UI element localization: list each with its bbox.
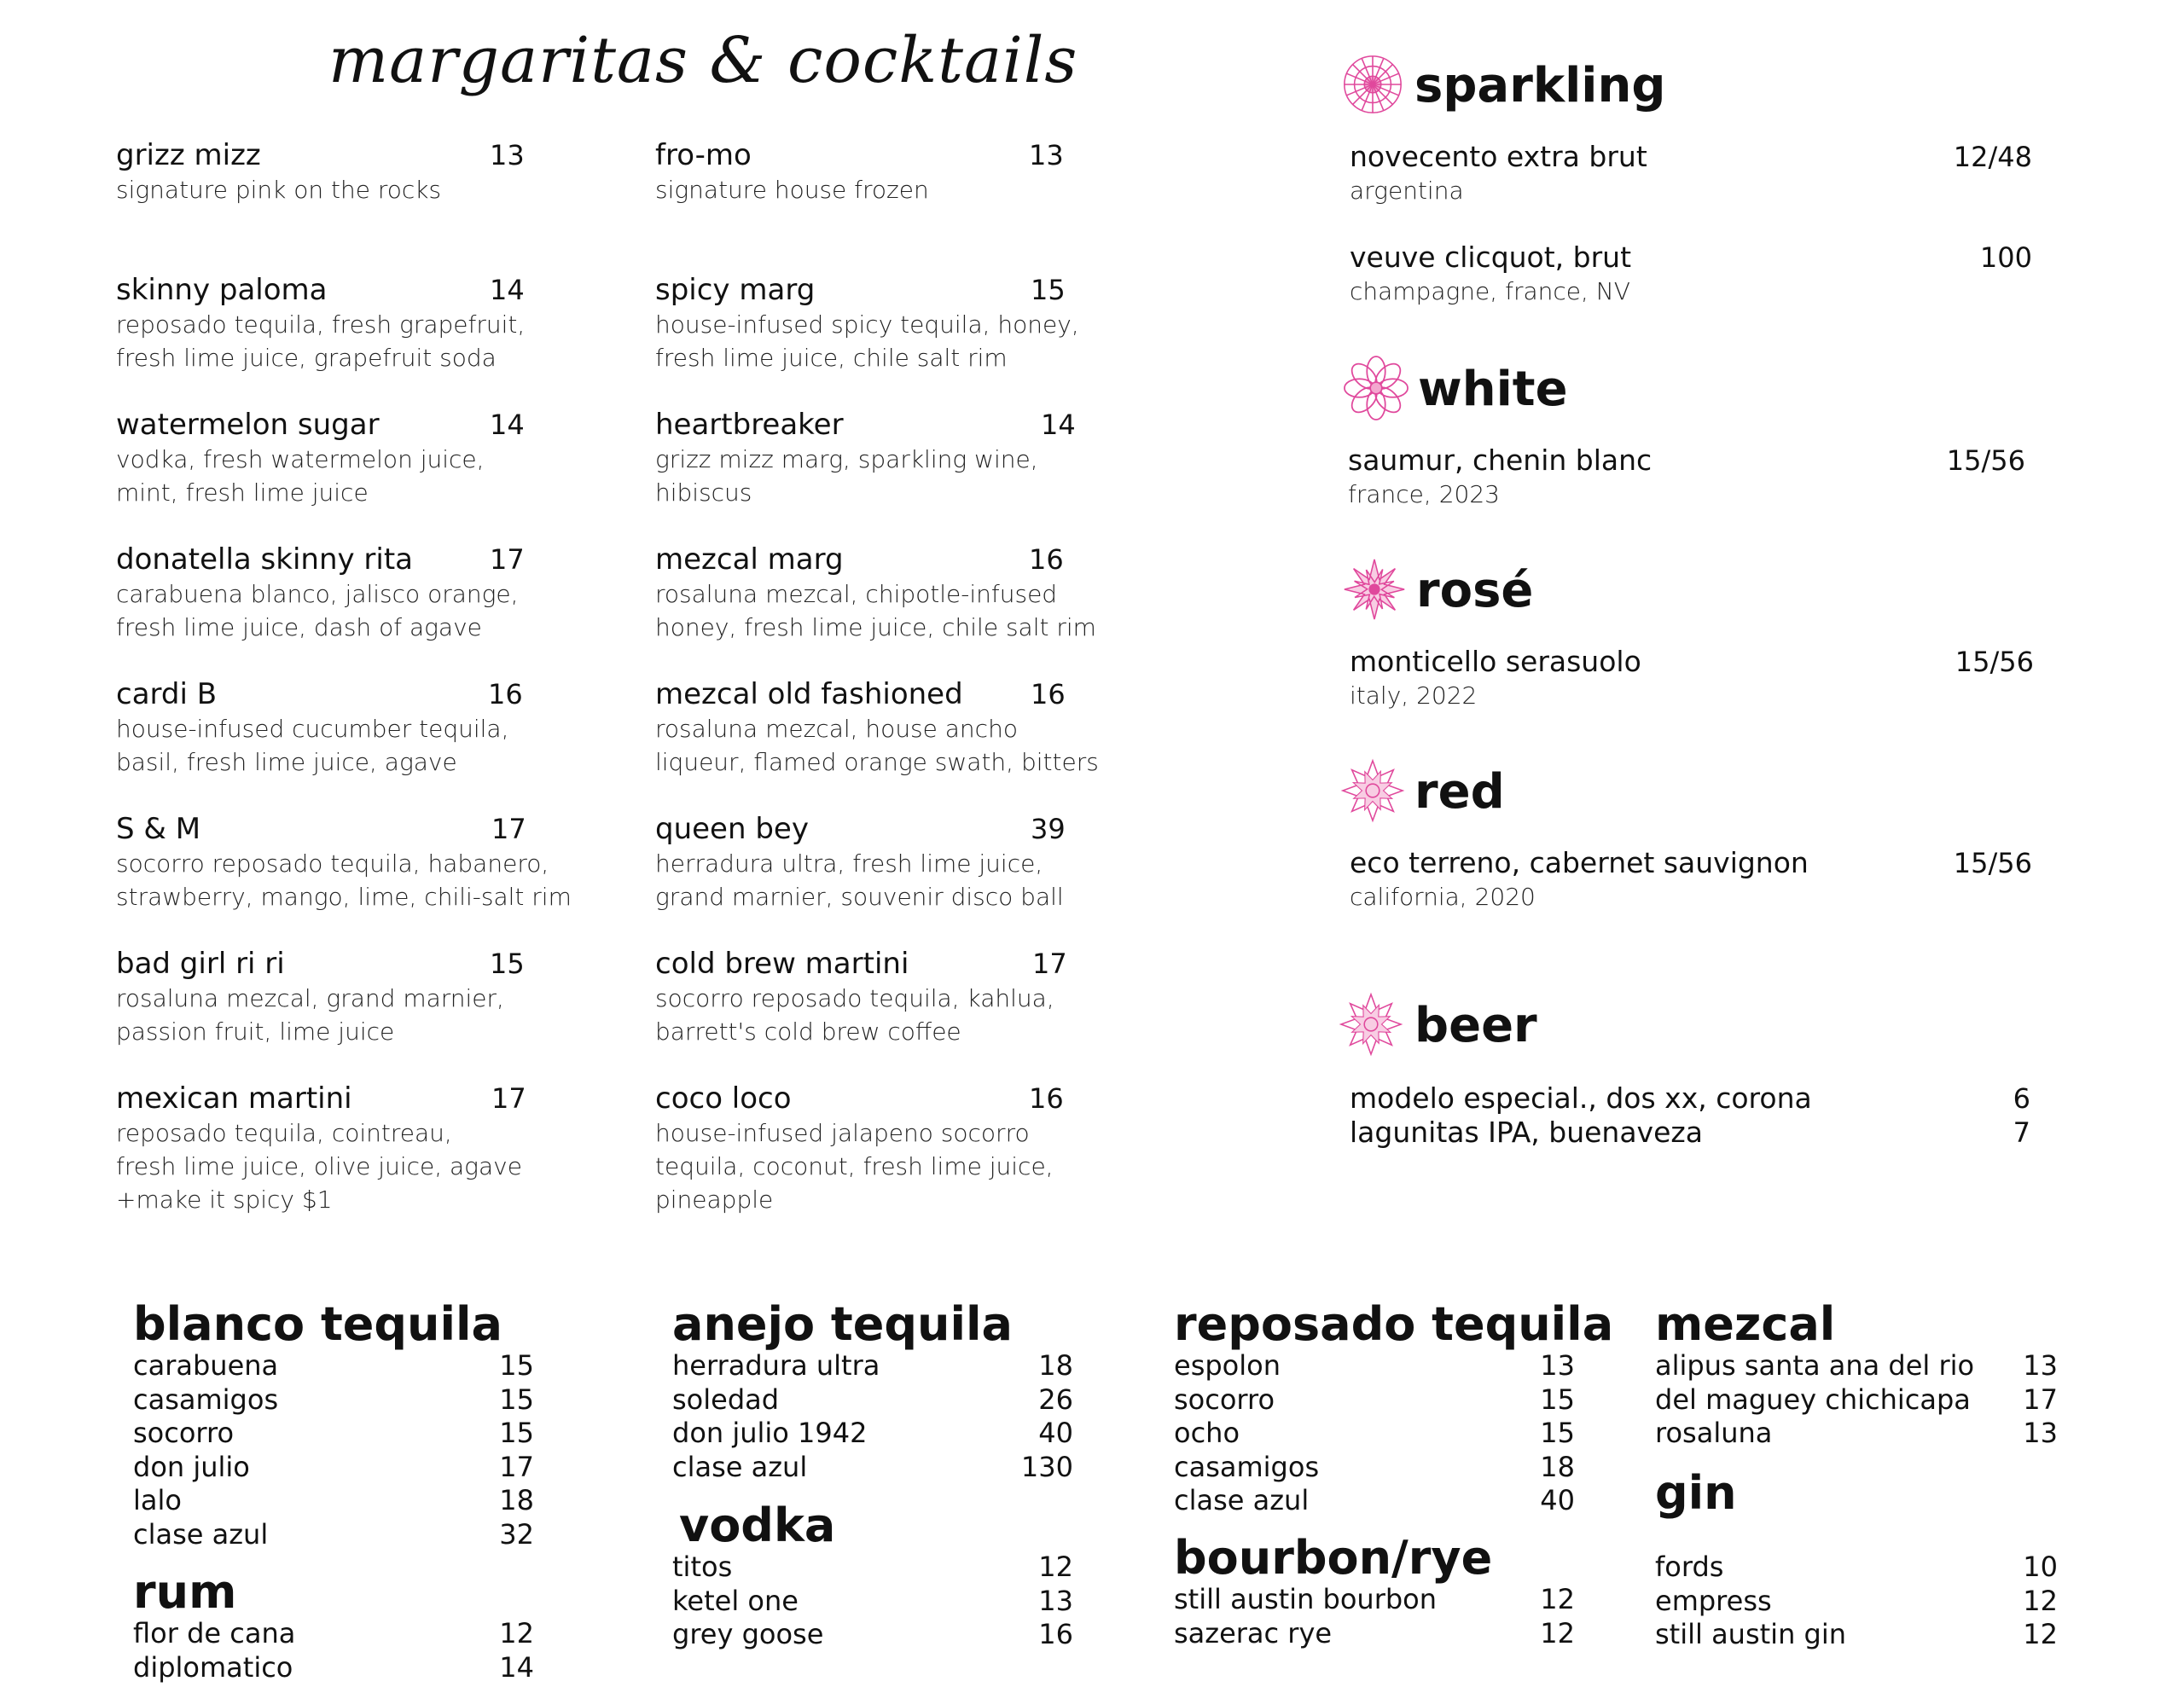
cocktail-description: liqueur, flamed orange swath, bitters <box>655 748 1099 776</box>
spirit-price: 12 <box>1540 1583 1575 1615</box>
wine-origin: champagne, france, NV <box>1350 277 1630 305</box>
wine-origin: california, 2020 <box>1350 883 1536 911</box>
spirit-row <box>1655 1585 2058 1619</box>
cocktail-description: socorro reposado tequila, habanero, <box>116 849 549 878</box>
red-title: red <box>1414 764 1505 820</box>
spirit-row <box>1174 1617 1575 1651</box>
cocktail-description: vodka, fresh watermelon juice, <box>116 445 485 473</box>
spirit-price: 13 <box>1038 1584 1073 1617</box>
cocktail-description: fresh lime juice, olive juice, agave <box>116 1152 522 1180</box>
spirit-name: alipus santa ana del rio <box>1655 1349 1975 1382</box>
cocktail-description: reposado tequila, fresh grapefruit, <box>116 310 526 339</box>
mezcal-list <box>1655 1349 2058 1451</box>
flower-icon <box>1343 355 1409 421</box>
wine-origin: italy, 2022 <box>1350 681 1478 710</box>
spirit-price: 15 <box>499 1349 534 1382</box>
cocktail-description: grand marnier, souvenir disco ball <box>655 883 1064 911</box>
spirit-name: fords <box>1655 1551 1724 1583</box>
cocktail-name: mezcal old fashioned <box>655 677 963 711</box>
spirit-row <box>1174 1417 1575 1451</box>
cocktail-item <box>116 408 645 542</box>
spirit-price: 18 <box>1038 1349 1073 1382</box>
cocktails-title: margaritas & cocktails <box>328 24 1078 97</box>
wine-origin: france, 2023 <box>1348 480 1500 508</box>
reposado-tequila-title: reposado tequila <box>1174 1297 1614 1351</box>
spirit-price: 15 <box>499 1383 534 1416</box>
spirit-price: 18 <box>499 1484 534 1517</box>
cocktail-price: 14 <box>490 409 525 441</box>
cocktail-description: tequila, coconut, fresh lime juice, <box>655 1152 1054 1180</box>
cocktail-name: grizz mizz <box>116 138 261 172</box>
spirit-price: 18 <box>1540 1450 1575 1483</box>
blanco-tequila-title: blanco tequila <box>133 1297 502 1351</box>
cocktail-item <box>655 947 1184 1081</box>
cocktail-name: watermelon sugar <box>116 408 380 442</box>
spirit-name: espolon <box>1174 1349 1281 1382</box>
cocktail-description: house-infused spicy tequila, honey, <box>655 310 1079 339</box>
spirit-price: 13 <box>2023 1417 2058 1450</box>
cocktail-description: signature house frozen <box>655 176 929 204</box>
cocktail-price: 17 <box>1032 948 1067 980</box>
spirit-name: carabuena <box>133 1349 279 1382</box>
spirit-name: del maguey chichicapa <box>1655 1383 1971 1416</box>
spirit-name: ocho <box>1174 1417 1240 1450</box>
anejo-tequila-title: anejo tequila <box>672 1297 1013 1351</box>
spirit-price: 15 <box>1540 1383 1575 1416</box>
cocktail-item <box>655 812 1184 947</box>
spirit-price: 12 <box>2023 1584 2058 1617</box>
cocktail-price: 39 <box>1031 813 1066 845</box>
spirit-name: lalo <box>133 1484 182 1517</box>
spirit-name: empress <box>1655 1584 1772 1617</box>
cocktail-price: 14 <box>1041 409 1076 441</box>
spirit-row <box>1655 1551 2058 1585</box>
bourbon-rye-title: bourbon/rye <box>1174 1531 1493 1585</box>
mezcal-title: mezcal <box>1655 1297 1836 1351</box>
cocktail-item <box>655 138 1184 273</box>
rum-title: rum <box>133 1565 237 1619</box>
spirit-row <box>133 1651 534 1685</box>
cocktail-description: +make it spicy $1 <box>116 1186 333 1214</box>
spirit-row <box>1174 1484 1575 1518</box>
cocktail-description: fresh lime juice, grapefruit soda <box>116 344 497 372</box>
spirit-name: soledad <box>672 1383 780 1416</box>
spirit-name: socorro <box>133 1417 235 1450</box>
cocktail-name: skinny paloma <box>116 273 328 307</box>
spirit-name: don julio <box>133 1450 250 1483</box>
cocktail-price: 15 <box>490 948 525 980</box>
cocktail-price: 14 <box>490 274 525 306</box>
cocktail-description: hibiscus <box>655 478 752 507</box>
beer-price: 6 <box>2013 1082 2030 1115</box>
cocktail-description: grizz mizz marg, sparkling wine, <box>655 445 1038 473</box>
cocktail-price: 15 <box>1031 274 1066 306</box>
wine-price: 15/56 <box>1953 847 2032 879</box>
cocktail-description: rosaluna mezcal, grand marnier, <box>116 984 504 1012</box>
cocktails-column-1 <box>116 138 645 1216</box>
spirit-name: clase azul <box>672 1450 808 1483</box>
spirit-price: 40 <box>1038 1417 1073 1450</box>
cocktail-description: fresh lime juice, dash of agave <box>116 613 482 641</box>
cocktail-item <box>116 542 645 677</box>
spirit-row <box>672 1551 1073 1585</box>
cocktail-price: 16 <box>1031 678 1066 710</box>
vodka-list <box>672 1551 1073 1652</box>
rum-list <box>133 1617 534 1684</box>
spirit-price: 12 <box>1540 1616 1575 1649</box>
cocktail-name: donatella skinny rita <box>116 542 414 577</box>
spirit-row <box>672 1618 1073 1652</box>
cocktail-description: carabuena blanco, jalisco orange, <box>116 580 519 608</box>
cocktail-item <box>116 947 645 1081</box>
anejo-tequila-list <box>672 1349 1073 1484</box>
spirit-row <box>672 1349 1073 1383</box>
wine-name: veuve clicquot, brut <box>1350 241 1632 274</box>
spirit-row <box>1655 1349 2058 1383</box>
spirit-price: 17 <box>499 1450 534 1483</box>
cocktail-description: house-infused cucumber tequila, <box>116 715 509 743</box>
cocktail-item <box>655 542 1184 677</box>
cocktail-name: cold brew martini <box>655 947 909 981</box>
spirit-price: 26 <box>1038 1383 1073 1416</box>
cocktail-item <box>655 677 1184 812</box>
cocktail-price: 17 <box>490 543 525 576</box>
gin-list <box>1655 1551 2058 1652</box>
spirit-row <box>133 1451 534 1485</box>
wine-item <box>1350 241 2032 309</box>
cocktail-price: 13 <box>490 139 525 171</box>
wine-item <box>1350 846 2032 914</box>
spirit-row <box>1655 1417 2058 1451</box>
spirit-row <box>133 1617 534 1651</box>
cocktail-description: barrett's cold brew coffee <box>655 1017 961 1046</box>
white-title: white <box>1418 362 1568 417</box>
gin-title: gin <box>1655 1466 1737 1520</box>
spirit-price: 40 <box>1540 1484 1575 1517</box>
cocktail-price: 16 <box>488 678 523 710</box>
burst-icon <box>1341 556 1408 623</box>
spirit-name: clase azul <box>1174 1484 1310 1517</box>
wine-price: 15/56 <box>1946 444 2025 477</box>
cocktail-name: mexican martini <box>116 1081 352 1116</box>
spirit-row <box>1174 1583 1575 1617</box>
cocktail-description: reposado tequila, cointreau, <box>116 1119 452 1147</box>
wine-name: eco terreno, cabernet sauvignon <box>1350 846 1809 879</box>
beer-title: beer <box>1414 998 1537 1053</box>
cocktail-item <box>116 138 645 273</box>
spirit-row <box>133 1383 534 1417</box>
cocktail-description: herradura ultra, fresh lime juice, <box>655 849 1043 878</box>
cocktail-description: rosaluna mezcal, chipotle-infused <box>655 580 1058 608</box>
wine-name: monticello serasuolo <box>1350 645 1641 678</box>
cocktail-description: pineapple <box>655 1186 774 1214</box>
spirit-name: flor de cana <box>133 1617 296 1649</box>
spirit-row <box>672 1383 1073 1417</box>
spirit-row <box>1174 1349 1575 1383</box>
cocktail-price: 17 <box>491 813 526 845</box>
cocktail-item <box>655 273 1184 408</box>
star-icon <box>1338 991 1404 1058</box>
spirit-name: don julio 1942 <box>672 1417 868 1450</box>
spirit-price: 12 <box>499 1617 534 1649</box>
wine-name: saumur, chenin blanc <box>1348 443 1653 477</box>
cocktail-description: mint, fresh lime juice <box>116 478 369 507</box>
wine-name: novecento extra brut <box>1350 140 1647 173</box>
cocktail-price: 16 <box>1029 1082 1064 1115</box>
spirit-price: 130 <box>1020 1450 1073 1483</box>
blanco-tequila-list <box>133 1349 534 1552</box>
cocktail-name: fro-mo <box>655 138 752 172</box>
spirit-price: 16 <box>1038 1618 1073 1651</box>
spirit-row <box>1655 1383 2058 1417</box>
cocktail-name: spicy marg <box>655 273 816 307</box>
beer-name: modelo especial., dos xx, corona <box>1350 1081 1812 1115</box>
sunburst-icon <box>1339 51 1406 118</box>
cocktails-column-2 <box>655 138 1184 1216</box>
spirit-row <box>133 1349 534 1383</box>
spirit-name: ketel one <box>672 1584 799 1617</box>
cocktail-name: S & M <box>116 812 201 846</box>
spirit-price: 14 <box>499 1650 534 1684</box>
cocktail-description: signature pink on the rocks <box>116 176 442 204</box>
cocktail-description: strawberry, mango, lime, chili-salt rim <box>116 883 572 911</box>
spirit-row <box>1174 1383 1575 1417</box>
cocktail-name: cardi B <box>116 677 218 711</box>
wine-price: 12/48 <box>1953 141 2032 173</box>
spirit-name: socorro <box>1174 1383 1275 1416</box>
spirit-name: casamigos <box>1174 1450 1320 1483</box>
spirit-row <box>672 1417 1073 1451</box>
spirit-price: 10 <box>2023 1551 2058 1583</box>
cocktail-item <box>116 1081 645 1216</box>
beer-item <box>1350 1116 2032 1150</box>
spirit-name: casamigos <box>133 1383 279 1416</box>
bourbon-rye-list <box>1174 1583 1575 1650</box>
star-icon <box>1339 757 1406 824</box>
cocktail-item <box>116 273 645 408</box>
spirit-row <box>672 1585 1073 1619</box>
spirit-price: 12 <box>2023 1618 2058 1651</box>
sparkling-title: sparkling <box>1414 58 1666 113</box>
cocktail-name: mezcal marg <box>655 542 844 577</box>
rose-title: rosé <box>1416 563 1534 618</box>
wine-item <box>1350 645 2032 713</box>
spirit-price: 12 <box>1038 1551 1073 1583</box>
cocktail-item <box>116 677 645 812</box>
spirit-name: rosaluna <box>1655 1417 1773 1450</box>
cocktail-description: socorro reposado tequila, kahlua, <box>655 984 1054 1012</box>
spirit-price: 15 <box>499 1417 534 1450</box>
wine-origin: argentina <box>1350 177 1464 205</box>
spirit-name: clase azul <box>133 1517 269 1551</box>
cocktail-price: 17 <box>491 1082 526 1115</box>
spirit-name: herradura ultra <box>672 1349 880 1382</box>
cocktail-description: passion fruit, lime juice <box>116 1017 395 1046</box>
beer-item <box>1350 1081 2032 1116</box>
spirit-price: 17 <box>2023 1383 2058 1416</box>
cocktail-description: basil, fresh lime juice, agave <box>116 748 457 776</box>
spirit-price: 13 <box>2023 1349 2058 1382</box>
spirit-name: titos <box>672 1551 733 1583</box>
spirit-price: 32 <box>499 1517 534 1551</box>
vodka-title: vodka <box>679 1499 836 1552</box>
spirit-name: grey goose <box>672 1618 824 1651</box>
cocktail-item <box>116 812 645 947</box>
cocktail-description: fresh lime juice, chile salt rim <box>655 344 1008 372</box>
cocktail-description: honey, fresh lime juice, chile salt rim <box>655 613 1096 641</box>
cocktail-name: heartbreaker <box>655 408 844 442</box>
spirit-row <box>133 1417 534 1451</box>
spirit-name: sazerac rye <box>1174 1616 1333 1649</box>
cocktail-price: 16 <box>1029 543 1064 576</box>
wine-price: 15/56 <box>1955 646 2034 678</box>
beer-name: lagunitas IPA, buenaveza <box>1350 1116 1703 1149</box>
spirit-price: 15 <box>1540 1417 1575 1450</box>
wine-item <box>1348 443 2030 512</box>
spirit-name: still austin bourbon <box>1174 1583 1438 1615</box>
spirit-row <box>133 1518 534 1552</box>
wine-item <box>1350 140 2032 208</box>
cocktail-name: coco loco <box>655 1081 792 1116</box>
cocktail-name: queen bey <box>655 812 809 846</box>
cocktail-description: house-infused jalapeno socorro <box>655 1119 1030 1147</box>
cocktail-item <box>655 408 1184 542</box>
wine-price: 100 <box>1979 241 2032 274</box>
spirit-name: still austin gin <box>1655 1618 1846 1651</box>
spirit-row <box>1174 1451 1575 1485</box>
spirit-row <box>1655 1618 2058 1652</box>
spirit-name: diplomatico <box>133 1650 293 1684</box>
reposado-tequila-list <box>1174 1349 1575 1518</box>
cocktail-item <box>655 1081 1184 1216</box>
beer-price: 7 <box>2013 1116 2030 1149</box>
cocktail-price: 13 <box>1029 139 1064 171</box>
spirit-price: 13 <box>1540 1349 1575 1382</box>
spirit-row <box>133 1484 534 1518</box>
cocktail-description: rosaluna mezcal, house ancho <box>655 715 1018 743</box>
spirit-row <box>672 1451 1073 1485</box>
cocktail-name: bad girl ri ri <box>116 947 285 981</box>
